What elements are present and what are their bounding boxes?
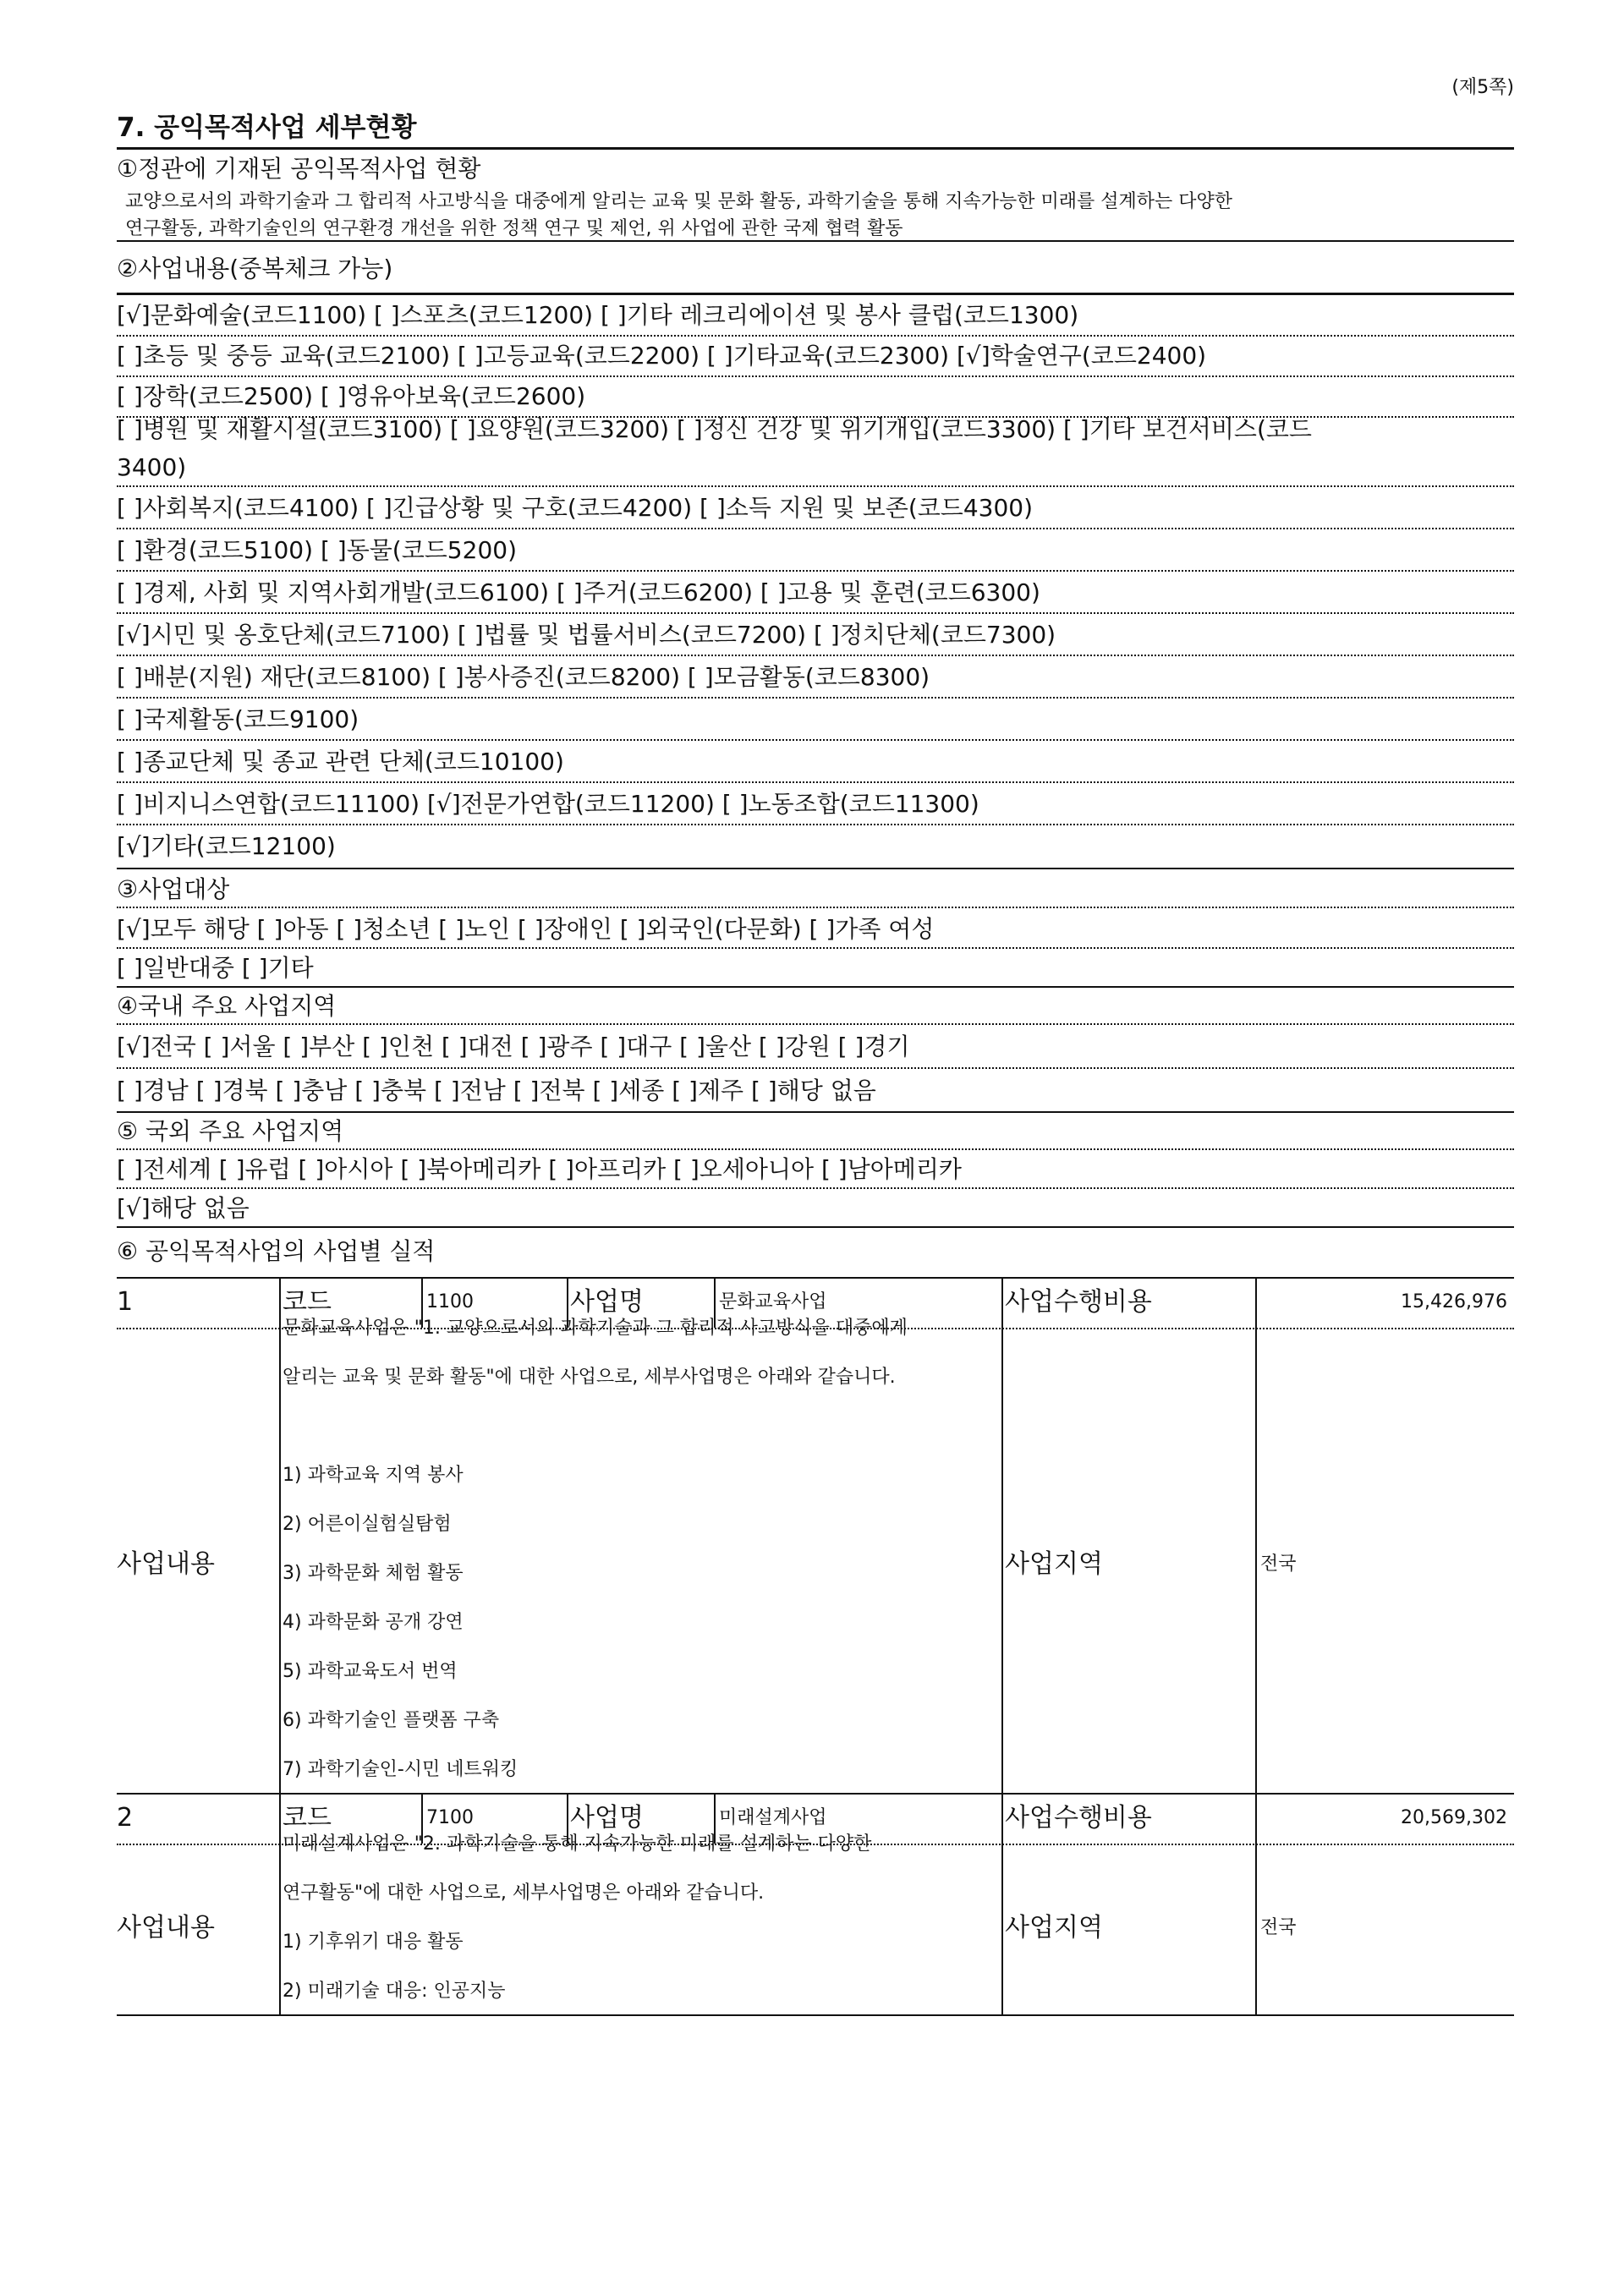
overseas-region-heading: ⑤ 국외 주요 사업지역 [117,1115,1514,1150]
target-row: [√]모두 해당 [ ]아동 [ ]청소년 [ ]노인 [ ]장애인 [ ]외국인(다문화) [ ]가족 여성 [117,912,1514,949]
articles-heading: ①정관에 기재된 공익목적사업 현황 [117,155,481,183]
domestic-region-heading: ④국내 주요 사업지역 [117,989,1514,1025]
business-description [283,1304,908,1795]
business-content-row: [ ]사회복지(코드4100) [ ]긴급상황 및 구호(코드4200) [ ]소득 지원 및 보존(코드4300) [117,489,1514,529]
target-row: [ ]일반대중 [ ]기타 [117,951,1514,988]
description-line: 미래설계사업은 "2. 과학기술을 통해 지속가능한 미래를 설계하는 다양한 [283,1833,872,1855]
overseas-region-row: [√]해당 없음 [117,1191,1514,1228]
business-content-row: [√]기타(코드12100) [117,827,1514,869]
table-line [279,1793,281,2014]
description-line [283,1402,908,1451]
description-line: 연구활동"에 대한 사업으로, 세부사업명은 아래와 같습니다. [283,1882,765,1904]
description-line: 문화교육사업은 "1. 교양으로서의 과학기술과 그 합리적 사고방식을 대중에게 [283,1318,908,1339]
name-value: 미래설계사업 [719,1807,827,1828]
description-line: 알리는 교육 및 문화 활동"에 대한 사업으로, 세부사업명은 아래와 같습니다. [283,1367,896,1388]
description-line: 1) 과학교육 지역 봉사 [283,1465,464,1486]
description-line: 2) 미래기술 대응: 인공지능 [283,1981,506,2002]
name-value: 문화교육사업 [719,1291,827,1312]
business-content-row: [ ]병원 및 재활시설(코드3100) [ ]요양원(코드3200) [ ]정신 건강 및 위기개입(코드3300) [ ]기타 보건서비스(코드 [117,415,1312,443]
business-content-heading: ②사업내용(중복체크 가능) [117,255,393,282]
code-label: 코드 [283,1803,332,1833]
name-label: 사업명 [570,1287,644,1317]
business-content-row: [ ]비지니스연합(코드11100) [√]전문가연합(코드11200) [ ]노동조합(코드11300) [117,785,1514,825]
business-content-row: [ ]국제활동(코드9100) [117,700,1514,741]
cost-label: 사업수행비용 [1005,1287,1152,1317]
table-line [279,1277,281,1793]
business-content-row: [√]시민 및 옹호단체(코드7100) [ ]법률 및 법률서비스(코드7200) [ ]정치단체(코드7300) [117,616,1514,656]
business-content-row: [√]문화예술(코드1100) [ ]스포츠(코드1200) [ ]기타 레크리에이션 및 봉사 클럽(코드1300) [117,296,1514,337]
name-label: 사업명 [570,1803,644,1833]
code-label: 코드 [283,1287,332,1317]
business-content-row: [ ]장학(코드2500) [ ]영유아보육(코드2600) [117,377,1514,418]
business-block-2 [117,1793,1514,2014]
overseas-region-row: [ ]전세계 [ ]유럽 [ ]아시아 [ ]북아메리카 [ ]아프리카 [ ]오세아니아 [ ]남아메리카 [117,1152,1514,1189]
code-value: 7100 [426,1807,474,1828]
performance-heading: ⑥ 공익목적사업의 사업별 실적 [117,1237,436,1265]
cost-value: 20,569,302 [1401,1807,1507,1828]
description-line: 7) 과학기술인-시민 네트워킹 [283,1759,518,1780]
description-line: 5) 과학교육도서 번역 [283,1661,458,1682]
description-line: 4) 과학문화 공개 강연 [283,1612,464,1633]
table-line [1255,1793,1257,2014]
region-label: 사업지역 [1005,1549,1103,1579]
domestic-region-row: [ ]경남 [ ]경북 [ ]충남 [ ]충북 [ ]전남 [ ]전북 [ ]세종 [ ]제주 [ ]해당 없음 [117,1071,1514,1113]
table-line [1001,1793,1003,2014]
business-content-row: [ ]경제, 사회 및 지역사회개발(코드6100) [ ]주거(코드6200) [ ]고용 및 훈련(코드6300) [117,573,1514,614]
articles-text-line-1: 교양으로서의 과학기술과 그 합리적 사고방식을 대중에게 알리는 교육 및 문화 활동, 과학기술을 통해 지속가능한 미래를 설계하는 다양한 [125,191,1232,212]
cost-label: 사업수행비용 [1005,1803,1152,1833]
region-label: 사업지역 [1005,1913,1103,1943]
region-value: 전국 [1260,1917,1297,1938]
business-content-row: [ ]환경(코드5100) [ ]동물(코드5200) [117,531,1514,572]
description-line: 1) 기후위기 대응 활동 [283,1932,464,1953]
description-line: 3) 과학문화 체험 활동 [283,1563,464,1584]
business-content-row: [ ]초등 및 중등 교육(코드2100) [ ]고등교육(코드2200) [ ]기타교육(코드2300) [√]학술연구(코드2400) [117,337,1514,377]
section-title: 7. 공익목적사업 세부현황 [117,108,1514,150]
description-line: 6) 과학기술인 플랫폼 구축 [283,1710,500,1731]
cost-value: 15,426,976 [1401,1291,1507,1312]
code-value: 1100 [426,1291,474,1312]
content-label: 사업내용 [117,1549,215,1579]
divider [117,293,1514,295]
table-line [1001,1277,1003,1793]
business-number: 2 [117,1803,134,1833]
page-number: (제5쪽) [1451,77,1514,98]
business-content-row: [ ]배분(지원) 재단(코드8100) [ ]봉사증진(코드8200) [ ]모금활동(코드8300) [117,658,1514,699]
table-line [1255,1277,1257,1793]
region-value: 전국 [1260,1553,1297,1575]
business-number: 1 [117,1287,134,1317]
business-content-row-continued: 3400) [117,450,1514,487]
description-line: 2) 어른이실험실탐험 [283,1514,452,1535]
business-block-1 [117,1277,1514,1793]
business-description [283,1820,871,2016]
domestic-region-row: [√]전국 [ ]서울 [ ]부산 [ ]인천 [ ]대전 [ ]광주 [ ]대구 [ ]울산 [ ]강원 [ ]경기 [117,1027,1514,1069]
business-content-row: [ ]종교단체 및 종교 관련 단체(코드10100) [117,743,1514,783]
target-heading: ③사업대상 [117,873,1514,908]
content-label: 사업내용 [117,1913,215,1943]
articles-text-line-2: 연구활동, 과학기술인의 연구환경 개선을 위한 정책 연구 및 제언, 위 사업에 관한 국제 협력 활동 [117,216,1514,242]
